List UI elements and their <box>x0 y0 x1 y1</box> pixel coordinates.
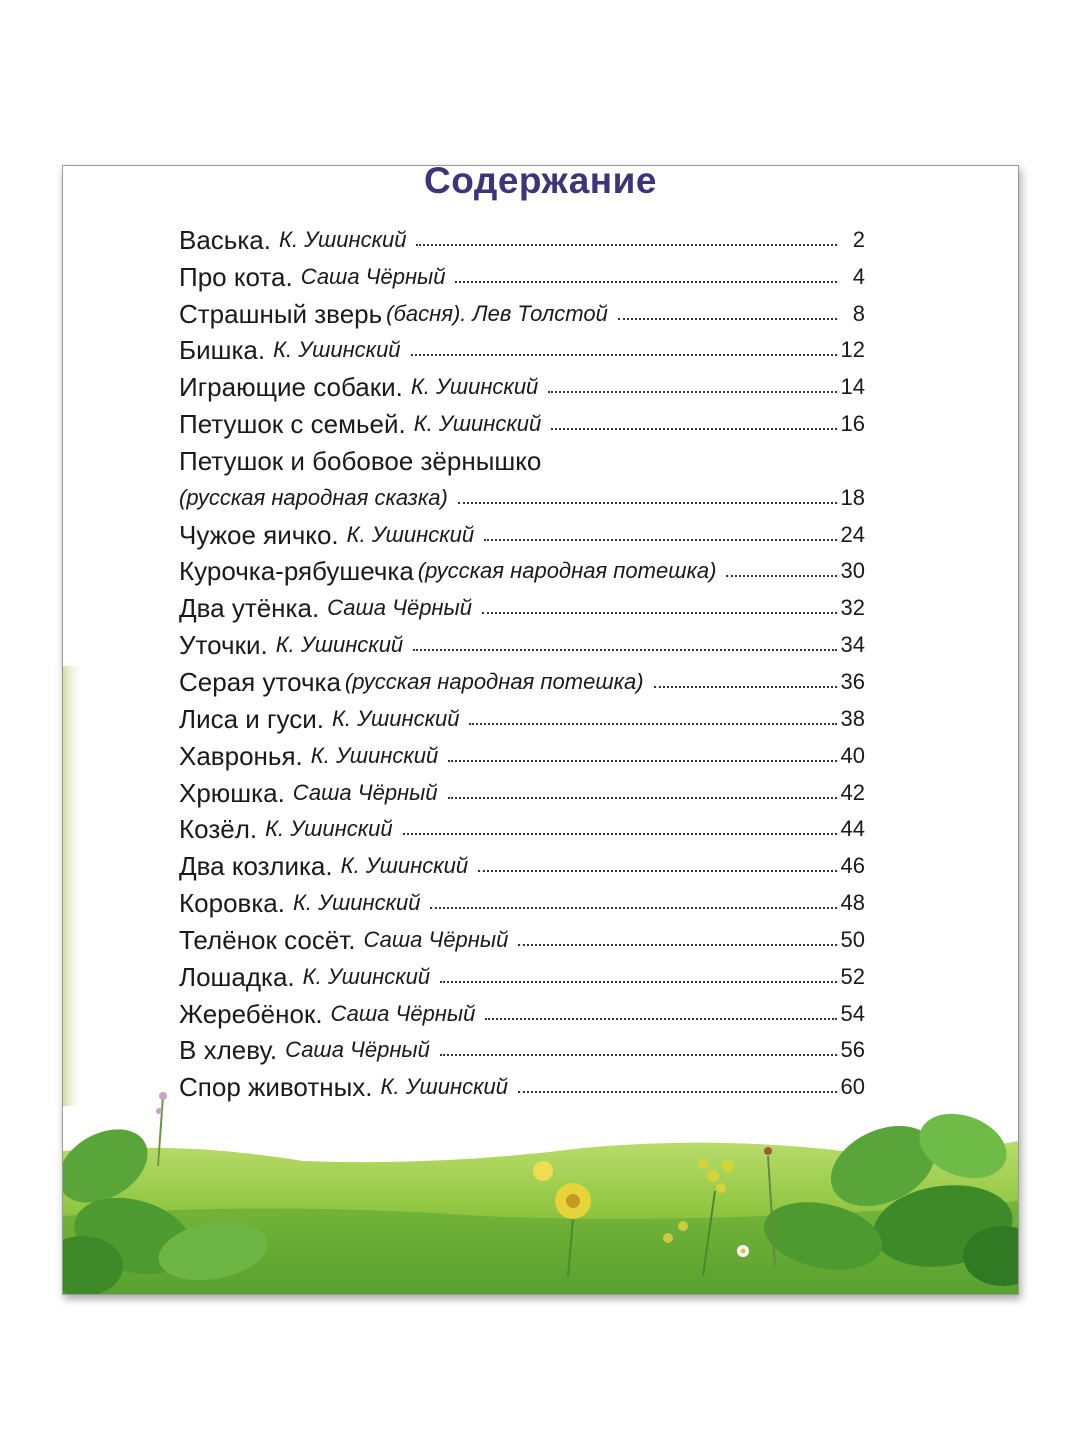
entry-author: Саша Чёрный <box>327 595 472 621</box>
entry-title: Хрюшка. <box>179 777 285 808</box>
entry-author: К. Ушинский <box>413 411 542 437</box>
toc-entry[interactable] <box>179 844 865 881</box>
entry-title: Телёнок сосёт. <box>179 924 356 955</box>
entry-page: 4 <box>852 263 865 289</box>
dot-leader <box>448 797 837 799</box>
entry-title: Петушок и бобовое зёрнышко <box>179 445 542 476</box>
dot-leader <box>618 318 837 320</box>
entry-title: Лошадка. <box>179 961 295 992</box>
toc-entry[interactable] <box>179 955 865 992</box>
entry-page: 52 <box>840 963 865 989</box>
table-of-contents <box>179 218 865 1102</box>
entry-page: 44 <box>840 816 865 842</box>
entry-author: К. Ушинский <box>410 374 539 400</box>
entry-title: Козёл. <box>179 814 258 845</box>
toc-entry[interactable] <box>179 292 865 329</box>
entry-page: 54 <box>840 1000 865 1026</box>
toc-entry[interactable] <box>179 623 865 660</box>
dot-leader <box>448 760 836 762</box>
entry-author: Саша Чёрный <box>292 779 438 805</box>
dot-leader <box>654 686 837 688</box>
toc-entry[interactable] <box>179 255 865 292</box>
dot-leader <box>548 391 836 393</box>
toc-entry[interactable] <box>179 881 865 918</box>
dot-leader <box>440 1054 837 1056</box>
entry-title: Серая уточка <box>179 666 341 697</box>
entry-title: Чужое яичко. <box>179 519 339 550</box>
entry-author: (басня). Лев Толстой <box>386 300 608 326</box>
dot-leader <box>455 281 837 283</box>
entry-title: Про кота. <box>179 261 293 292</box>
dot-leader <box>413 649 836 651</box>
toc-entry[interactable] <box>179 1029 865 1066</box>
entry-page: 8 <box>852 300 865 326</box>
dot-leader <box>469 723 836 725</box>
entry-title: Жеребёнок. <box>179 998 323 1029</box>
entry-page: 36 <box>840 668 865 694</box>
entry-title: Спор животных. <box>179 1072 373 1103</box>
toc-entry[interactable] <box>179 586 865 623</box>
entry-page: 50 <box>840 926 865 952</box>
toc-entry[interactable] <box>179 992 865 1029</box>
entry-author: К. Ушинский <box>380 1074 508 1100</box>
entry-page: 2 <box>852 226 865 252</box>
dot-leader <box>726 575 836 577</box>
toc-entry-continuation[interactable] <box>179 476 865 513</box>
toc-entry[interactable] <box>179 734 865 771</box>
entry-page: 12 <box>840 337 865 363</box>
entry-page: 38 <box>840 705 865 731</box>
entry-page: 32 <box>840 595 865 621</box>
dot-leader <box>440 981 836 983</box>
entry-author: Саша Чёрный <box>330 1000 476 1026</box>
dot-leader <box>518 1091 837 1093</box>
entry-page: 56 <box>840 1037 865 1063</box>
toc-entry[interactable] <box>179 1065 865 1102</box>
toc-entry[interactable] <box>179 660 865 697</box>
dot-leader <box>518 944 836 946</box>
entry-page: 40 <box>840 742 865 768</box>
entry-page: 30 <box>840 558 865 584</box>
entry-page: 34 <box>840 632 865 658</box>
dot-leader <box>403 833 837 835</box>
dot-leader <box>411 354 837 356</box>
entry-author: К. Ушинский <box>273 337 401 363</box>
book-page <box>62 165 1019 1295</box>
entry-author: К. Ушинский <box>331 705 460 731</box>
toc-entry[interactable] <box>179 808 865 845</box>
entry-title: Уточки. <box>179 630 268 661</box>
entry-page: 14 <box>840 374 865 400</box>
page-title: Содержание <box>424 165 657 201</box>
dot-leader <box>458 502 837 504</box>
entry-author: Саша Чёрный <box>300 263 446 289</box>
entry-title: Курочка-рябушечка <box>179 556 414 587</box>
entry-author: (русская народная сказка) <box>179 484 448 510</box>
entry-page: 46 <box>840 853 865 879</box>
entry-author: К. Ушинский <box>302 963 431 989</box>
entry-author: Саша Чёрный <box>285 1037 430 1063</box>
toc-entry[interactable] <box>179 550 865 587</box>
entry-page: 42 <box>840 779 865 805</box>
entry-title: Бишка. <box>179 335 266 366</box>
toc-entry[interactable] <box>179 218 865 255</box>
entry-author: (русская народная потешка) <box>417 558 717 584</box>
entry-author: К. Ушинский <box>275 632 404 658</box>
entry-title: Два козлика. <box>179 851 333 882</box>
entry-title: В хлеву. <box>179 1035 278 1066</box>
entry-page: 16 <box>840 411 865 437</box>
entry-page: 24 <box>840 521 865 547</box>
toc-entry[interactable] <box>179 918 865 955</box>
entry-author: К. Ушинский <box>278 226 407 252</box>
entry-title: Страшный зверь <box>179 298 383 329</box>
entry-title: Два утёнка. <box>179 593 320 624</box>
entry-author: (русская народная потешка) <box>344 668 644 694</box>
entry-author: К. Ушинский <box>292 890 421 916</box>
toc-entry[interactable] <box>179 402 865 439</box>
toc-entry-title-line[interactable] <box>179 439 865 476</box>
dot-leader <box>416 244 837 246</box>
entry-author: К. Ушинский <box>346 521 475 547</box>
dot-leader <box>484 539 836 541</box>
dot-leader <box>478 870 836 872</box>
entry-title: Васька. <box>179 224 271 255</box>
toc-entry[interactable] <box>179 329 865 366</box>
entry-title: Хавронья. <box>179 740 303 771</box>
entry-author: К. Ушинский <box>340 853 469 879</box>
toc-entry[interactable] <box>179 513 865 550</box>
toc-entry[interactable] <box>179 771 865 808</box>
entry-page: 60 <box>840 1074 865 1100</box>
toc-entry[interactable] <box>179 365 865 402</box>
entry-author: К. Ушинский <box>310 742 439 768</box>
entry-title: Играющие собаки. <box>179 372 403 403</box>
dot-leader <box>430 907 836 909</box>
dot-leader <box>485 1018 836 1020</box>
dot-leader <box>482 612 837 614</box>
entry-author: Саша Чёрный <box>363 926 509 952</box>
toc-entry[interactable] <box>179 697 865 734</box>
entry-page: 48 <box>840 890 865 916</box>
entry-title: Петушок с семьей. <box>179 409 406 440</box>
entry-title: Коровка. <box>179 888 285 919</box>
entry-page: 18 <box>840 484 865 510</box>
entry-title: Лиса и гуси. <box>179 703 324 734</box>
dot-leader <box>551 428 836 430</box>
entry-author: К. Ушинский <box>265 816 393 842</box>
